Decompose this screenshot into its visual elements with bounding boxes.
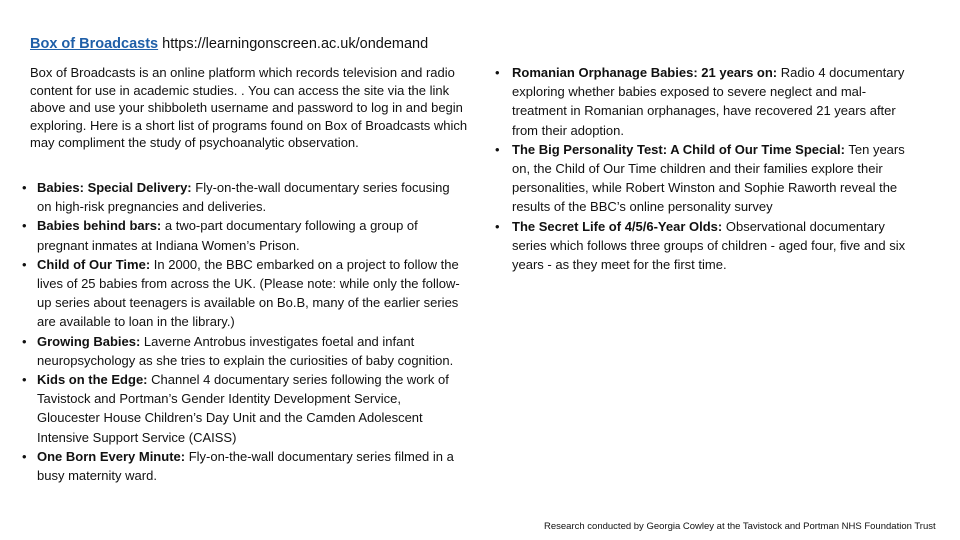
url-text: https://learningonscreen.ac.uk/ondemand xyxy=(158,36,429,52)
program-description: Fly-on-the-wall documentary series filmed in a busy maternity ward. xyxy=(37,448,454,484)
program-description: a two-part documentary following a group of pregnant inmates at Indiana Women’s Prison. xyxy=(37,218,418,253)
program-title: Babies: Special Delivery: xyxy=(37,180,192,195)
program-description: Observational documentary series which follows three groups of children - aged four, five and six years - as they meet for the first time. xyxy=(512,218,906,273)
list-item xyxy=(22,216,460,254)
program-description: Radio 4 documentary exploring whether babies exposed to severe neglect and mal- treatment in Romanian orphanages, have recovered 21 years after from their adoption. xyxy=(512,65,905,138)
list-item xyxy=(22,447,460,485)
list-item xyxy=(495,63,915,140)
program-description: In 2000, the BBC embarked on a project to follow the lives of 25 babies from across the UK. (Please note: while only the follow-up series about teenagers is available on Bo.B, many of the earlier series are available to loan in the library.) xyxy=(37,256,460,330)
program-title: Babies behind bars: xyxy=(37,218,162,234)
left-program-list xyxy=(22,178,460,485)
program-title: Growing Babies: xyxy=(37,333,141,349)
intro-paragraph: Box of Broadcasts is an online platform which records television and radio content for use in academic studies. . You can access the site via the link above and use your shibboleth username and password to log in and begin exploring. Here is a short list of programs found on Box of Broadcasts which may compliment the study of psychoanalytic observation. xyxy=(30,65,468,151)
list-item xyxy=(22,332,460,370)
footer-credit: Research conducted by Georgia Cowley at the Tavistock and Portman NHS Foundation Trust xyxy=(544,521,936,532)
list-item xyxy=(22,370,460,447)
program-title: The Secret Life of 4/5/6-Year Olds: xyxy=(512,218,723,234)
program-title: Kids on the Edge: xyxy=(37,372,148,388)
list-item xyxy=(495,217,915,275)
program-description: Channel 4 documentary series following the work of Tavistock and Portman’s Gender Identity Development Service, Gloucester House Children’s Day Unit and the Camden Adolescent Intensive Support Service (CAISS) xyxy=(37,372,449,445)
program-description: Ten years on, the Child of Our Time children and their families explore their personalities, while Robert Winston and Sophie Raworth reveal the results of the BBC’s online personality survey xyxy=(512,141,905,215)
program-title: The Big Personality Test: A Child of Our Time Special: xyxy=(512,141,845,157)
program-title: Romanian Orphanage Babies: 21 years on: xyxy=(512,65,778,80)
list-item xyxy=(22,255,460,332)
right-program-list xyxy=(495,63,915,274)
box-of-broadcasts-link[interactable]: Box of Broadcasts xyxy=(30,36,159,52)
program-title: Child of Our Time: xyxy=(37,256,151,272)
list-item xyxy=(22,178,460,216)
header xyxy=(30,36,428,52)
program-description: Fly-on-the-wall documentary series focusing on high-risk pregnancies and deliveries. xyxy=(37,180,450,215)
list-item xyxy=(495,140,915,217)
program-description: Laverne Antrobus investigates foetal and infant neuropsychology as she tries to explain the curiosities of baby cognition. xyxy=(37,333,454,368)
program-title: One Born Every Minute: xyxy=(37,448,186,464)
